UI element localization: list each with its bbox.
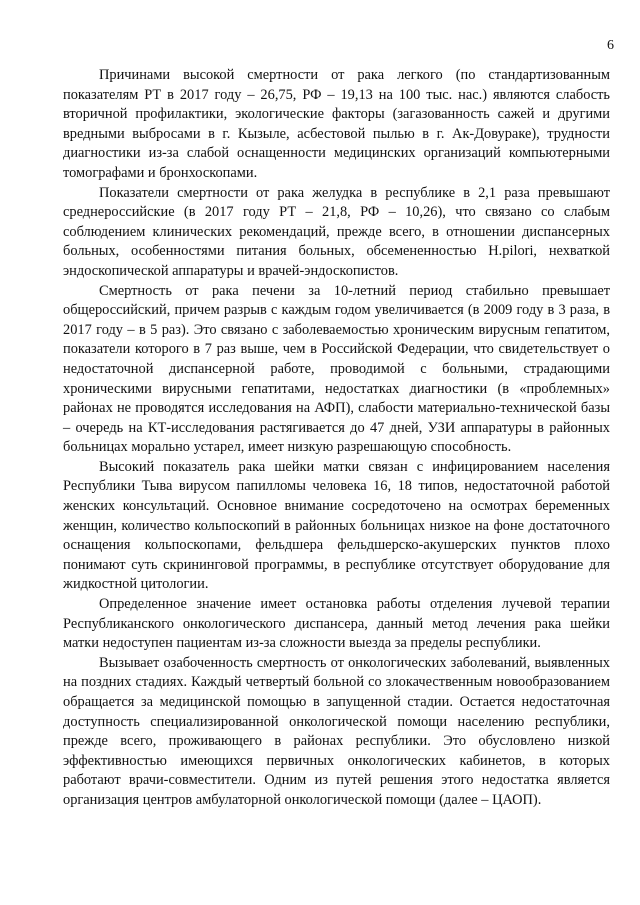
paragraph-cervical-cancer: Высокий показатель рака шейки матки связан с инфицированием населения Республики Тыва вирусом папилломы человека 16, 18 типов, недостаточной работой женских консультаций. Основное внимание сосредоточено на осмотрах беременных женщин, количество кольпоскопий в районных больницах низкое на фоне достаточного оснащения кольпоскопами, фельдшера фельдшерско-акушерских пунктов плохо понимают суть скрининговой программы, в республике отсутствует оборудование для жидкостной цитологии.: [63, 458, 610, 593]
document-body: [63, 66, 610, 811]
paragraph-liver-cancer-mortality: Смертность от рака печени за 10-летний период стабильно превышает общероссийский, причем разрыв с каждым годом увеличивается (в 2009 году в 3 раза, в 2017 году – в 5 раз). Это связано с заболеваемостью хроническим вирусным гепатитом, показатели которого в 7 раз выше, чем в Российской Федерации, что свидетельствует о недостаточной диспансерной работе, проводимой с больными, страдающими хроническими вирусными гепатитами, недостатках диагностики (в «проблемных» районах не проводятся исследования на АФП), слабости материально-технической базы – очередь на КТ-исследования растягивается до 47 дней, УЗИ аппаратуры в районных больницах морально устарел, имеет низкую разрешающую способность.: [63, 282, 610, 456]
paragraph-late-stage-detection: Вызывает озабоченность смертность от онкологических заболеваний, выявленных на поздних стадиях. Каждый четвертый больной со злокачественным новообразованием обращается за медицинской помощью в запущенной стадии. Остается недостаточная доступность специализированной онкологической помощи населению республики, прежде всего, проживающего в районах республики. Это обусловлено низкой эффективностью имеющихся первичных онкологических кабинетов, в которых работают врачи-совместители. Одним из путей решения этого недостатка является организация центров амбулаторной онкологической помощи (далее – ЦАОП).: [63, 654, 610, 808]
paragraph-stomach-cancer-mortality: Показатели смертности от рака желудка в республике в 2,1 раза превышают среднероссийские (в 2017 году РТ – 21,8, РФ – 10,26), что связано со слабым соблюдением клинических рекомендаций, прежде всего, в отношении диспансерных больных, особенностями питания больных, обсемененностью H.pilori, нехваткой эндоскопической аппаратуры и врачей-эндоскопистов.: [63, 184, 610, 279]
page-number: 6: [607, 38, 614, 53]
paragraph-radiation-therapy: Определенное значение имеет остановка работы отделения лучевой терапии Республиканского онкологического диспансера, данный метод лечения рака шейки матки недоступен пациентам из-за сложности выезда за пределы республики.: [63, 596, 610, 652]
paragraph-lung-cancer-mortality: Причинами высокой смертности от рака легкого (по стандартизованным показателям РТ в 2017 году – 26,75, РФ – 19,13 на 100 тыс. нас.) являются слабость вторичной профилактики, экологические факторы (загазованность сажей и другими вредными выбросами в г. Кызыле, асбестовой пылью в г. Ак-Довураке), трудности диагностики из-за слабой оснащенности медицинских организаций компьютерными томографами и бронхоскопами.: [63, 67, 610, 181]
